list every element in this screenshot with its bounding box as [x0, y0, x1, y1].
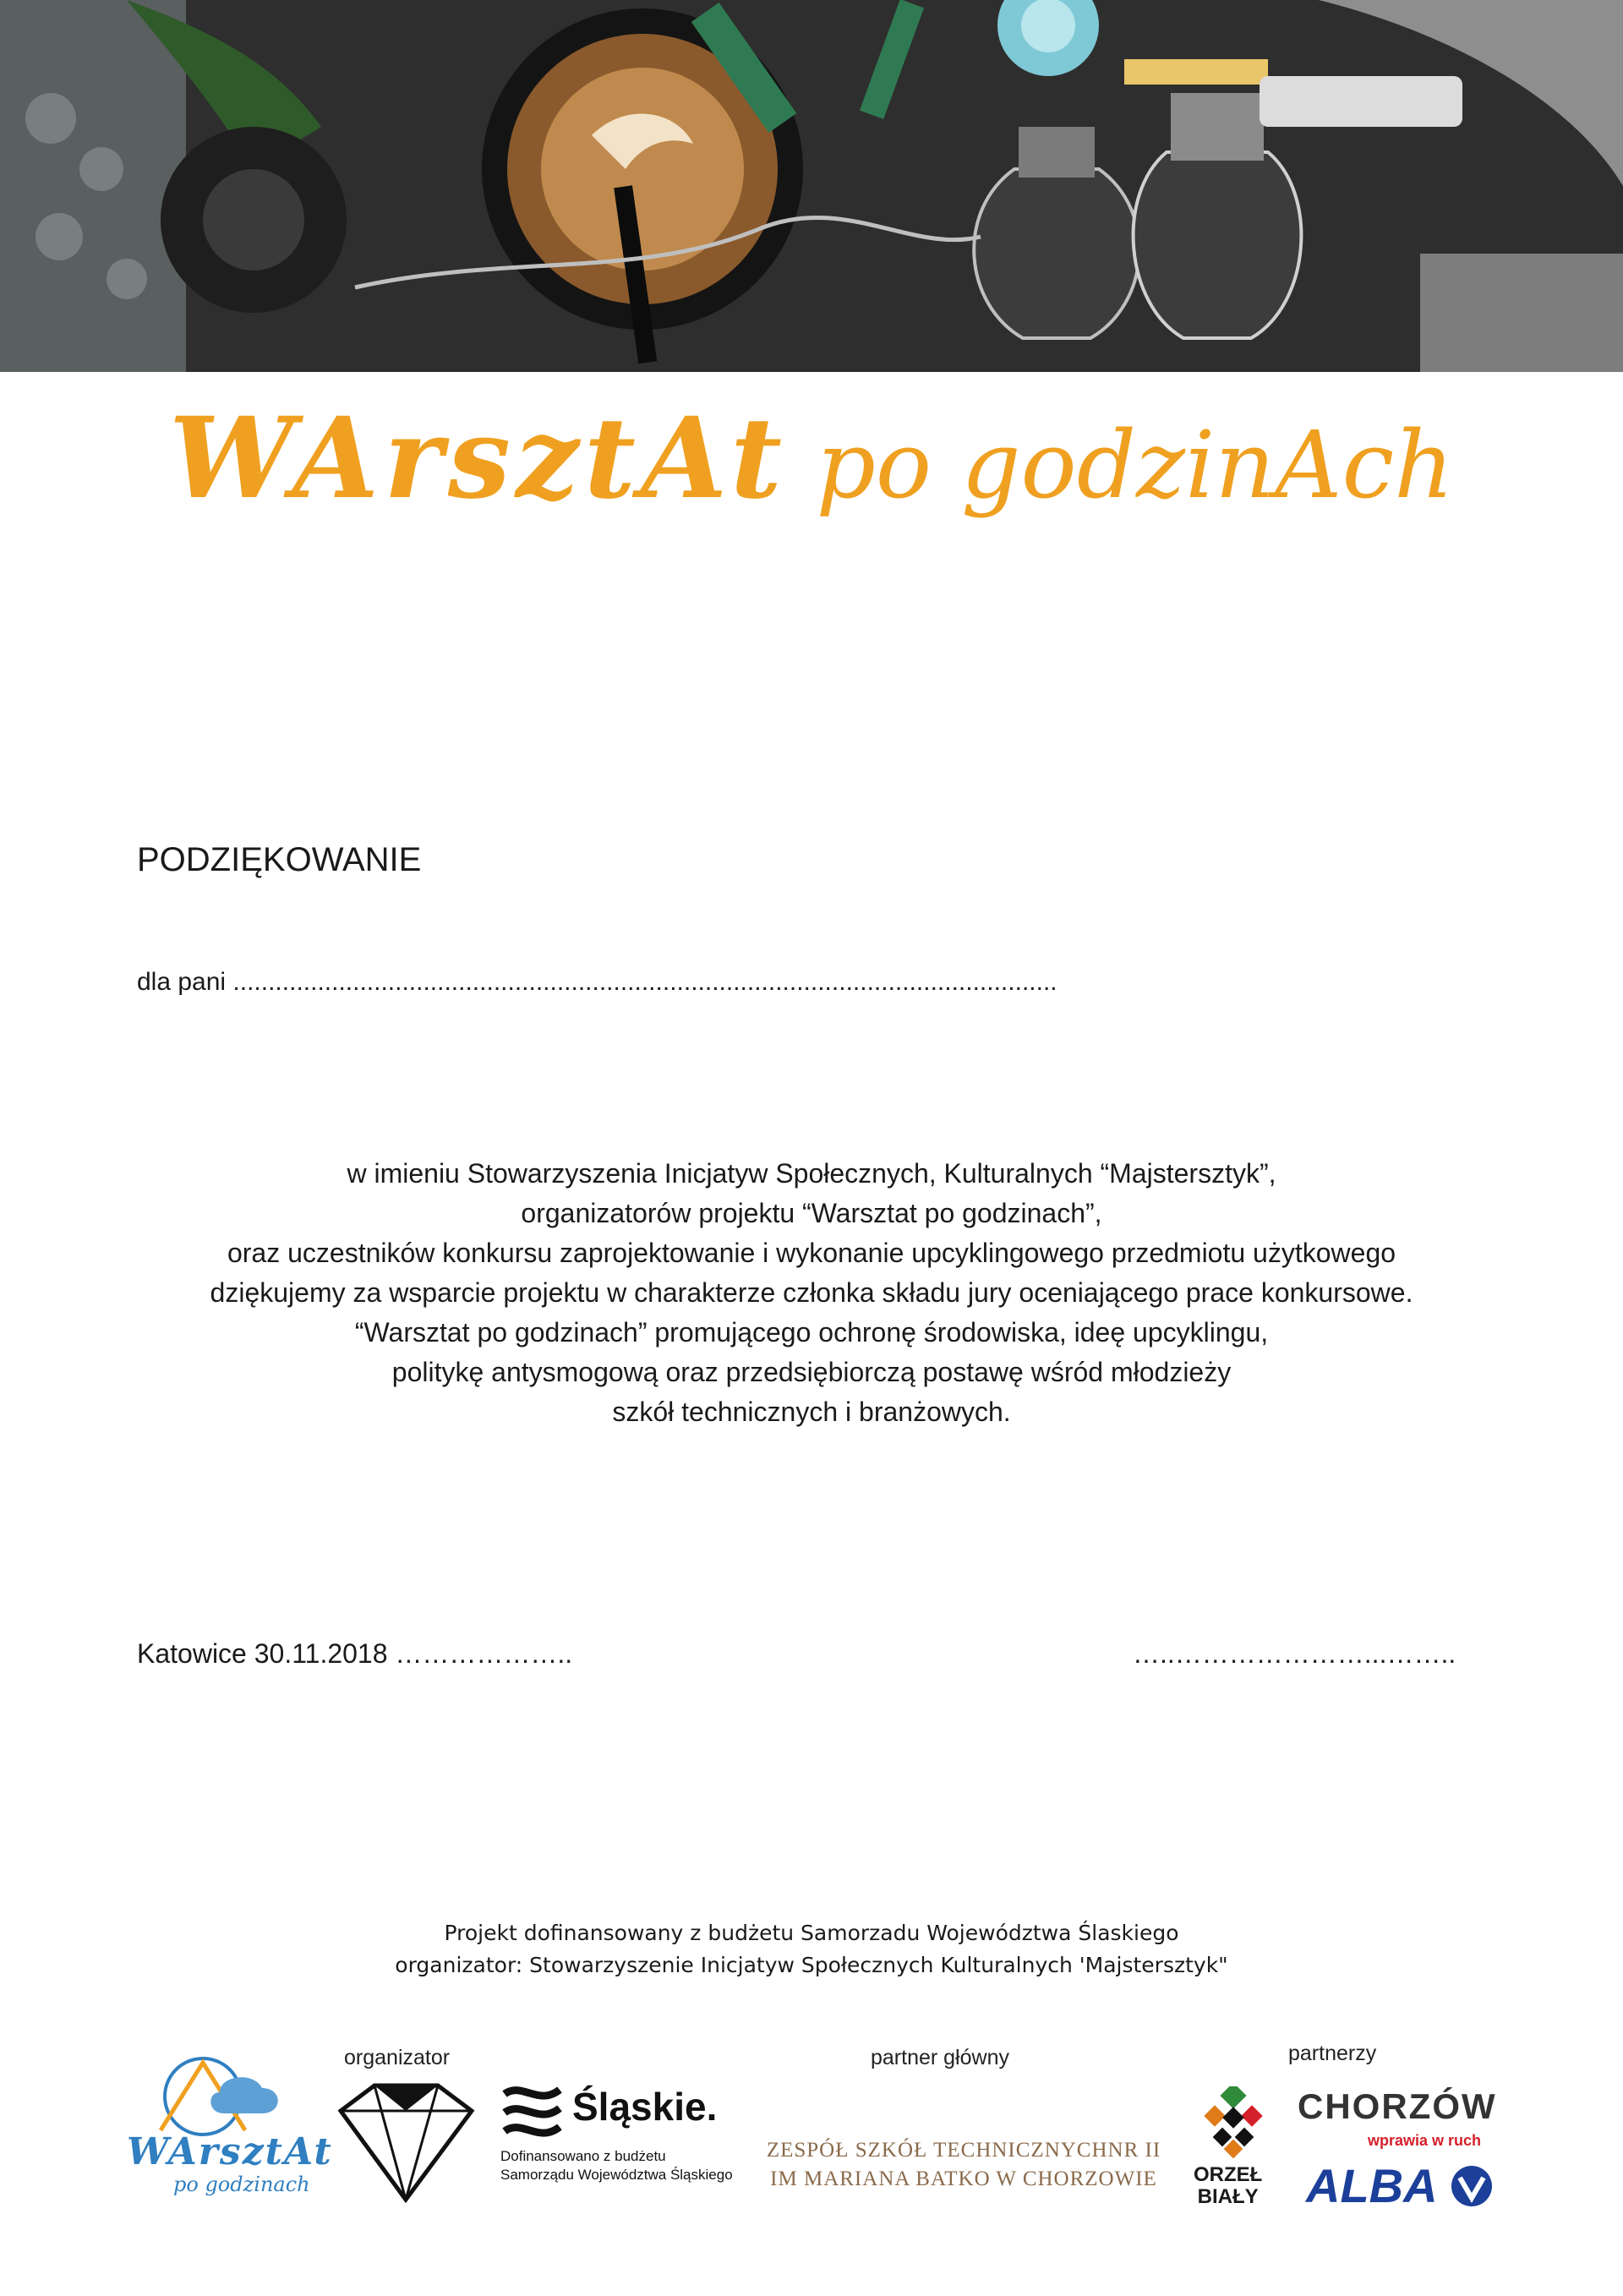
label-organizator: organizator [344, 2046, 451, 2069]
label-partnerzy: partnerzy [1288, 2042, 1377, 2065]
zst-line: IM MARIANA BATKO W CHORZOWIE [770, 2168, 1157, 2190]
title-sub: po godzinAch [816, 411, 1455, 519]
funding-line: organizator: Stowarzyszenie Inicjatyw Społecznych Kulturalnych 'Majstersztyk" [395, 1953, 1228, 1977]
alba-emblem-icon [1450, 2164, 1494, 2212]
place-date: Katowice 30.11.2018 ……………….. [137, 1638, 573, 1669]
body-line: politykę antysmogową oraz przedsiębiorczą postawę wśród młodzieży [391, 1357, 1232, 1387]
alba-logo-text: ALBA [1306, 2159, 1438, 2212]
recipient-line: dla pani ..................................................................................................................... [137, 968, 1057, 996]
orzel-logo-text [1194, 2164, 1262, 2208]
document-heading: PODZIĘKOWANIE [137, 841, 422, 878]
project-title [0, 393, 1623, 524]
chorzow-logo-text: CHORZÓW [1298, 2086, 1497, 2126]
title-main: WArsztAt [168, 393, 788, 524]
body-line: dziękujemy za wsparcie projektu w charakterze członka składu jury oceniającego prace konkursowe. [210, 1277, 1413, 1308]
chorzow-tagline: wprawia w ruch [1368, 2132, 1482, 2149]
body-line: w imieniu Stowarzyszenia Inicjatyw Społecznych, Kulturalnych “Majstersztyk”, [347, 1158, 1276, 1189]
warsztat-logo-subtext: po godzinach [173, 2173, 310, 2196]
zst-logo-text [761, 2136, 1167, 2194]
slaskie-waves-icon [500, 2081, 568, 2145]
zst-line: ZESPÓŁ SZKÓŁ TECHNICZNYCHNR II [766, 2139, 1161, 2162]
body-line: oraz uczestników konkursu zaprojektowanie i wykonanie upcyklingowego przedmiotu użytkowego [227, 1238, 1396, 1268]
body-text [0, 1154, 1623, 1432]
slaskie-caption-line: Samorządu Województwa Śląskiego [500, 2167, 733, 2183]
signature-line: …..…………………...…….. [1133, 1638, 1456, 1669]
label-partner-glowny: partner główny [871, 2046, 1009, 2069]
orzel-line: BIAŁY [1197, 2185, 1259, 2208]
body-line: “Warsztat po godzinach” promującego ochronę środowiska, ideę upcyklingu, [354, 1317, 1269, 1348]
diamond-logo-icon [332, 2081, 480, 2208]
body-line: szkół technicznych i branżowych. [612, 1397, 1011, 1427]
slaskie-caption [500, 2147, 733, 2184]
header-photo [0, 0, 1623, 372]
slaskie-logo-text: Śląskie. [572, 2085, 718, 2129]
funding-line: Projekt dofinansowany z budżetu Samorzadu Województwa Ślaskiego [444, 1921, 1179, 1945]
slaskie-caption-line: Dofinansowano z budżetu [500, 2148, 666, 2164]
funding-note [0, 1917, 1623, 1982]
body-line: organizatorów projektu “Warsztat po godzinach”, [521, 1198, 1102, 1228]
orzel-line: ORZEŁ [1194, 2163, 1263, 2186]
eagle-logo-icon [1200, 2086, 1268, 2165]
warsztat-logo-text: WArsztAt [127, 2130, 333, 2173]
